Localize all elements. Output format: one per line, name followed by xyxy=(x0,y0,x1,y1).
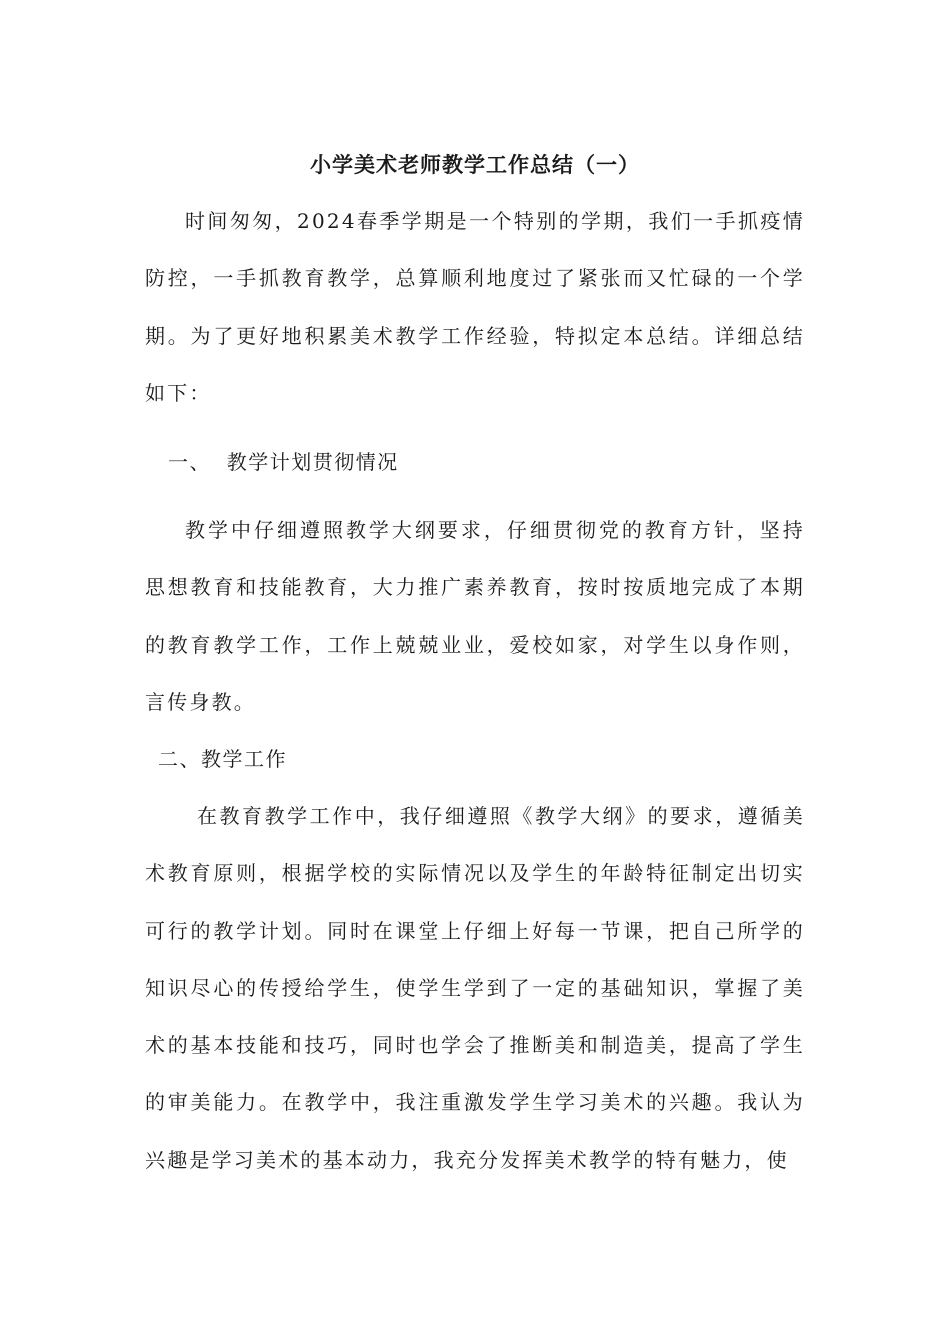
paragraph-intro: 时间匆匆，2024春季学期是一个特别的学期，我们一手抓疫情防控，一手抓教育教学，总算顺利地度过了紧张而又忙碌的一个学期。为了更好地积累美术教学工作经验，特拟定本总结。详细总结如下： xyxy=(145,209,805,405)
paragraph-teaching-plan: 教学中仔细遵照教学大纲要求，仔细贯彻党的教育方针，坚持思想教育和技能教育，大力推广素养教育，按时按质地完成了本期的教育教学工作，工作上兢兢业业，爱校如家，对学生以身作则，言传身教。 xyxy=(145,518,805,714)
section-heading-1: 一、 教学计划贯彻情况 xyxy=(168,450,399,474)
document-title: 小学美术老师教学工作总结（一） xyxy=(310,152,640,178)
paragraph-teaching-work: 在教育教学工作中，我仔细遵照《教学大纲》的要求，遵循美术教育原则，根据学校的实际情况以及学生的年龄特征制定出切实可行的教学计划。同时在课堂上仔细上好每一节课，把自己所学的知识尽心的传授给学生，使学生学到了一定的基础知识，掌握了美术的基本技能和技巧，同时也学会了推断美和制造美，提高了学生的审美能力。在教学中，我注重激发学生学习美术的兴趣。我认为兴趣是学习美术的基本动力，我充分发挥美术教学的特有魅力，使 xyxy=(145,804,805,1172)
section-heading-2: 二、教学工作 xyxy=(158,747,287,771)
